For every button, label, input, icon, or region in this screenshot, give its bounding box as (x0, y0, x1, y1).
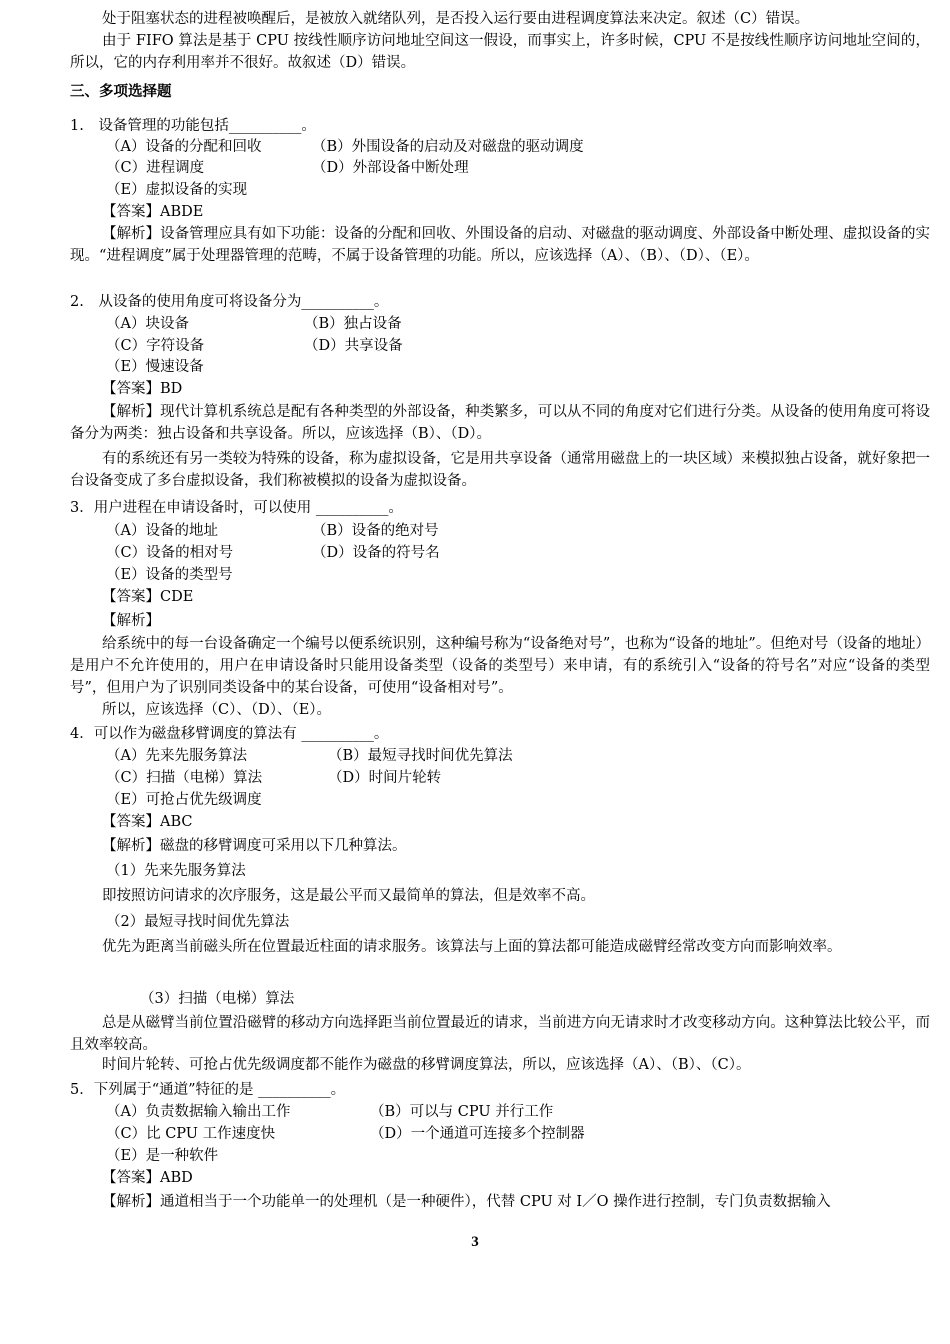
q4-option-a: （A）先来先服务算法 (106, 748, 247, 764)
q2-explanation-virtual: 有的系统还有另一类较为特殊的设备，称为虚拟设备，它是用共享设备（通常用磁盘上的一块区域）来模拟独占设备，就好象把一台设备变成了多台虚拟设备，我们称被模拟的设备为虚拟设备。 (70, 451, 930, 489)
q1-option-d: （D）外部设备中断处理 (312, 160, 469, 176)
section-title: 三、多项选择题 (70, 83, 172, 100)
q4-algo-1-title: （1）先来先服务算法 (106, 863, 246, 879)
q1-option-e: （E）虚拟设备的实现 (106, 182, 248, 198)
q4-algo-3-title: （3）扫描（电梯）算法 (140, 991, 295, 1007)
q5-explanation: 【解析】通道相当于一个功能单一的处理机（是一种硬件），代替 CPU 对 I／O 操作进行控制，专门负责数据输入 (102, 1194, 831, 1210)
q5-option-e: （E）是一种软件 (106, 1148, 219, 1164)
q1-explanation: 【解析】设备管理应具有如下功能：设备的分配和回收、外围设备的启动、对磁盘的驱动调度、外部设备中断处理、虚拟设备的实现。“进程调度”属于处理器管理的范畴，不属于设备管理的功能。所以，应该选择（A）、（B）、（D）、（E）。 (70, 226, 930, 264)
q5-answer: 【答案】ABD (102, 1170, 193, 1186)
q5-option-a: （A）负责数据输入输出工作 (106, 1104, 291, 1120)
q3-stem: 3．用户进程在申请设备时，可以使用 __________。 (70, 500, 403, 516)
q4-conclusion: 时间片轮转、可抢占优先级调度都不能作为磁盘的移臂调度算法，所以，应该选择（A）、（B）、（C）。 (102, 1057, 751, 1073)
q4-explanation: 【解析】磁盘的移臂调度可采用以下几种算法。 (102, 838, 407, 854)
q2-option-d: （D）共享设备 (304, 338, 403, 354)
q5-option-c: （C）比 CPU 工作速度快 (106, 1126, 276, 1142)
paragraph-c-wrong: 处于阻塞状态的进程被唤醒后，是被放入就绪队列，是否投入运行要由进程调度算法来决定。叙述（C）错误。 (102, 11, 810, 27)
q3-option-a: （A）设备的地址 (106, 523, 218, 539)
paragraph-fifo: 由于 FIFO 算法是基于 CPU 按线性顺序访问地址空间这一假设，而事实上，许多时候，CPU 不是按线性顺序访问地址空间的，所以，它的内存利用率并不很好。故叙述（D）错误。 (70, 33, 930, 71)
q1-option-a: （A）设备的分配和回收 (106, 139, 262, 155)
q3-explanation-label: 【解析】 (102, 613, 160, 629)
q2-option-c: （C）字符设备 (106, 338, 205, 354)
q2-answer: 【答案】BD (102, 381, 183, 397)
q4-option-d: （D）时间片轮转 (328, 770, 442, 786)
q1-answer: 【答案】ABDE (102, 204, 204, 220)
q4-algo-2-title: （2）最短寻找时间优先算法 (106, 914, 290, 930)
q1-option-b: （B）外围设备的启动及对磁盘的驱动调度 (312, 139, 584, 155)
q3-conclusion: 所以，应该选择（C）、（D）、（E）。 (102, 702, 332, 718)
q3-option-c: （C）设备的相对号 (106, 545, 234, 561)
q4-option-c: （C）扫描（电梯）算法 (106, 770, 263, 786)
q4-algo-3-text: 总是从磁臂当前位置沿磁臂的移动方向选择距当前位置最近的请求，当前进方向无请求时才改变移动方向。这种算法比较公平，而且效率较高。 (70, 1015, 930, 1053)
q5-stem: 5．下列属于“通道”特征的是 __________。 (70, 1082, 346, 1098)
q4-stem: 4．可以作为磁盘移臂调度的算法有 __________。 (70, 726, 389, 742)
q5-option-b: （B）可以与 CPU 并行工作 (370, 1104, 554, 1120)
q3-answer: 【答案】CDE (102, 589, 194, 605)
q2-explanation: 【解析】现代计算机系统总是配有各种类型的外部设备，种类繁多，可以从不同的角度对它们进行分类。从设备的使用角度可将设备分为两类：独占设备和共享设备。所以，应该选择（B）、（D）。 (70, 404, 930, 442)
q2-option-b: （B）独占设备 (304, 316, 402, 332)
q4-answer: 【答案】ABC (102, 814, 193, 830)
q4-option-b: （B）最短寻找时间优先算法 (328, 748, 513, 764)
q3-explanation: 给系统中的每一台设备确定一个编号以便系统识别，这种编号称为“设备绝对号”，也称为“设备的地址”。但绝对号（设备的地址）是用户不允许使用的，用户在申请设备时只能用设备类型（设备的类型号）来申请，有的系统引入“设备的符号名”对应“设备的类型号”，但用户为了识别同类设备中的某台设备，可使用“设备相对号”。 (70, 636, 930, 696)
q3-option-b: （B）设备的绝对号 (312, 523, 439, 539)
q2-stem: 2. 从设备的使用角度可将设备分为__________。 (70, 294, 389, 310)
page-number: 3 (471, 1234, 479, 1250)
q1-stem: 1. 设备管理的功能包括__________。 (70, 118, 316, 134)
q4-algo-1-text: 即按照访问请求的次序服务，这是最公平而又最简单的算法，但是效率不高。 (102, 888, 595, 904)
q4-option-e: （E）可抢占优先级调度 (106, 792, 262, 808)
q4-algo-2-text: 优先为距离当前磁头所在位置最近柱面的请求服务。该算法与上面的算法都可能造成磁臂经常改变方向而影响效率。 (102, 939, 842, 955)
q1-option-c: （C）进程调度 (106, 160, 205, 176)
q5-option-d: （D）一个通道可连接多个控制器 (370, 1126, 585, 1142)
q3-option-d: （D）设备的符号名 (312, 545, 440, 561)
q2-option-a: （A）块设备 (106, 316, 189, 332)
q3-option-e: （E）设备的类型号 (106, 567, 233, 583)
q2-option-e: （E）慢速设备 (106, 359, 204, 375)
